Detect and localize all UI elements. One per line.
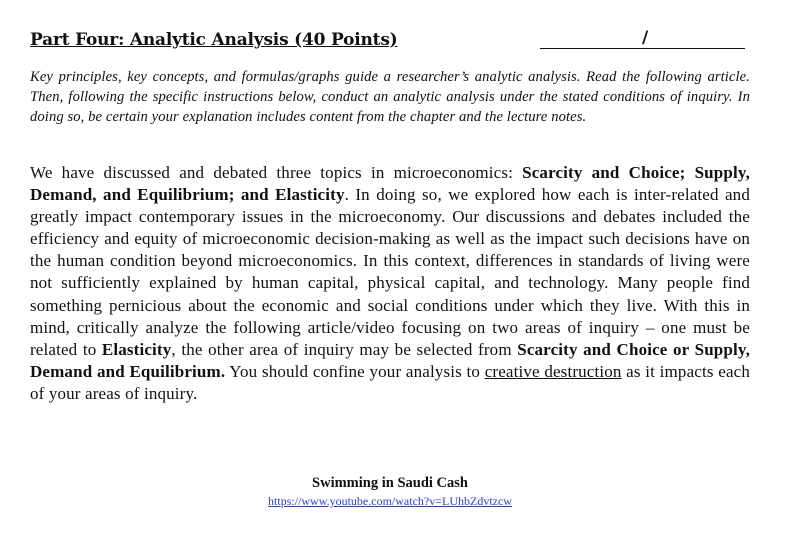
part-title: Part Four: Analytic Analysis (40 Points) [30,30,398,50]
body-text-5: as it impacts each of your areas of inquiry. [30,361,750,403]
body-text-2: . In doing so, we explored how each is inter-related and greatly impact contemporary issues in the microeconomy. Our discussions and debates included the efficiency and equity of microeconomic decision-making as well as the impact such decisions have on the human condition beyond microeconomics. In this context, differences in standards of living were not sufficiently explained by human capital, physical capital, and technology. Many people find something pernicious about the economic and social conditions under which they live. With this in mind, critically analyze the following article/video focusing on two areas of inquiry – one must be related to [30,185,750,359]
body-text-4: You should confine your analysis to [225,361,485,381]
options-emphasis: Scarcity and Choice or Supply, Demand and Equilibrium. [30,339,750,381]
topics-emphasis: Scarcity and Choice; Supply, Demand, and Equilibrium; and Elasticity [30,163,750,205]
body-text-3: , the other area of inquiry may be selected from [171,339,518,359]
elasticity-emphasis: Elasticity [101,339,172,359]
score-separator: / [642,28,649,48]
body-paragraph [30,162,750,405]
instructions-paragraph: Key principles, key concepts, and formulas/graphs guide a researcher’s analytic analysis. Read the following article. Then, following the specific instructions below, conduct an analytic analysis under the stated conditions of inquiry. In doing so, be certain your explanation includes content from the chapter and the lecture notes. [30,68,750,125]
body-text-1: We have discussed and debated three topics in microeconomics: [30,163,523,182]
article-title: Swimming in Saudi Cash [312,475,468,491]
article-link[interactable]: https://www.youtube.com/watch?v=LUhbZdvtzcw [268,494,512,508]
creative-destruction-term: creative destruction [484,361,622,381]
header-row [30,30,750,54]
